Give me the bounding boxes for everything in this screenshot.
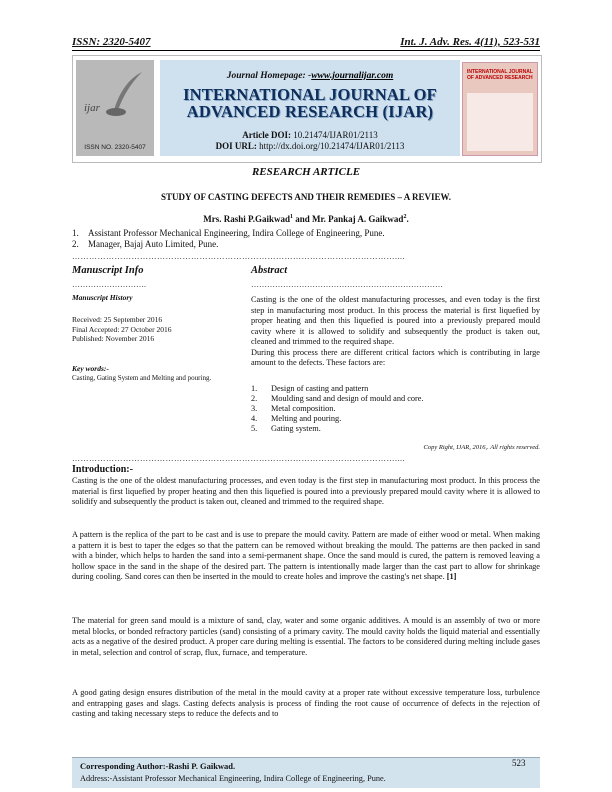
abstract-text: Casting is the one of the oldest manufacturing processes, and even today is the first step in manufacturing most product. In this process the material is first liquefied by proper heating and then this liquefied is poured into a previously prepared mould cavity where it is allowed to solidify and subsequently the product is taken out, cleaned and trimmed to the required shape. During this process there are different critical factors which is contributing in large amount to the defects. These factors are:: [251, 295, 540, 367]
doi-text: 10.21474/IJAR01/2113: [293, 130, 378, 140]
intro-paragraph-4: A good gating design ensures distribution of the metal in the mould cavity at a proper rate without excessive temperature loss, turbulence and entrapping gases and slags. Casting defects analysis is process of finding the root cause of occurrence of defects in the rejection of casting and taking necessary steps to reduce the defects and to: [72, 688, 540, 719]
intro-paragraph-1: Casting is the one of the oldest manufacturing processes, and even today is the first step in manufacturing most product. In this process the material is first liquefied by proper heating and then this liquefied is poured into a previously prepared mould cavity where it is allowed to solidify and subsequently the product is taken out, cleaned and trimmed to the required shape.: [72, 476, 540, 507]
manuscript-history-label: Manuscript History: [72, 293, 133, 302]
manuscript-dates: Received: 25 September 2016 Final Accepted: 27 October 2016 Published: November 2016: [72, 315, 172, 343]
introduction-heading: Introduction:-: [72, 464, 133, 475]
copyright-text: Copy Right, IJAR, 2016,. All rights reserved.: [423, 444, 540, 451]
list-item: 4. Melting and pouring.: [251, 414, 342, 423]
homepage-link[interactable]: www.journalijar.com: [311, 71, 394, 81]
journal-cover-thumbnail: [462, 62, 538, 156]
keywords-label: Key words:-: [72, 364, 109, 373]
corresponding-author: Corresponding Author:-Rashi P. Gaikwad.: [80, 761, 236, 771]
authors: Mrs. Rashi P.Gaikwad$^1$ and Mr. Pankaj A. Gaikwad$^2$.: [203, 214, 409, 224]
cover-title: INTERNATIONAL JOURNAL OF ADVANCED RESEARCH: [467, 69, 533, 81]
affiliation-2: 2. Manager, Bajaj Auto Limited, Pune.: [72, 239, 219, 249]
affiliation-1: 1. Assistant Professor Mechanical Engineering, Indira College of Engineering, Pune.: [72, 228, 385, 238]
author-address: Address:-Assistant Professor Mechanical Engineering, Indira College of Engineering, Pune.: [80, 774, 386, 783]
paper-title: STUDY OF CASTING DEFECTS AND THEIR REMEDIES – A REVIEW.: [161, 192, 451, 202]
corresponding-author-box: [72, 757, 540, 788]
intro-paragraph-2: A pattern is the replica of the part to be cast and is use to prepare the mould cavity. Pattern are made of either wood or metal. When making a pattern it is best to taper the edges so that the pattern can be removed without breaking the mould. The patterns are then packed in sand with a binder, which helps to harden the sand into a semi-permanent shape. Once the sand mould is cured, the pattern is removed leaving a hollow space in the sand in the shape of the desired part. The pattern is intentionally made larger than the cast part to allow for shrinkage during cooling. Sand cores can then be inserted in the mould to create holes and improve the casting's net shape. [1]: [72, 530, 540, 582]
logo-issn: ISSN NO. 2320-5407: [84, 144, 146, 151]
doi-url-link[interactable]: http://dx.doi.org/10.21474/IJAR01/2113: [259, 141, 405, 151]
logo-text: ijar: [84, 102, 100, 114]
abstract-heading: Abstract: [251, 265, 288, 276]
manuscript-dots: ……………………….: [72, 280, 146, 289]
abstract-list: [251, 384, 540, 434]
doi-block: Article DOI: 10.21474/IJAR01/2113 DOI URL: http://dx.doi.org/10.21474/IJAR01/2113: [215, 130, 405, 151]
list-item: 5. Gating system.: [251, 424, 321, 433]
journal-logo: [76, 60, 154, 156]
journal-homepage: Journal Homepage: -www.journalijar.com: [226, 71, 394, 81]
abstract-dots: ………………………………………………………………: [251, 280, 443, 289]
issn-text: ISSN: 2320-5407: [72, 36, 151, 48]
dotted-separator: ……………………………………………………………………………………………………....: [72, 252, 405, 261]
journal-title: INTERNATIONAL JOURNAL OF ADVANCED RESEARCH (IJAR): [183, 85, 437, 121]
quill-icon: [102, 70, 148, 118]
list-item: 1. Design of casting and pattern: [251, 384, 369, 393]
article-type: RESEARCH ARTICLE: [251, 166, 361, 178]
intro-paragraph-3: The material for green sand mould is a mixture of sand, clay, water and some organic additives. A mould is an assembly of two or more metal blocks, or bonded refractory particles (sand) consisting of a primary cavity. The mould cavity holds the liquid material and essentially acts as a negative of the desired product. A proper care during melting is essential. The factors to be considered during melting include gases in metal, selection and control of scrap, flux, furnace, and temperature.: [72, 616, 540, 657]
dotted-separator: ……………………………………………………………………………………………………....: [72, 454, 405, 463]
citation-ref: [1]: [446, 572, 457, 582]
manuscript-info-heading: Manuscript Info: [72, 265, 144, 276]
keywords-text: Casting, Gating System and Melting and pouring.: [72, 374, 212, 382]
citation-text: Int. J. Adv. Res. 4(11), 523-531: [400, 36, 540, 48]
cover-image: [467, 93, 533, 151]
list-item: 2. Moulding sand and design of mould and core.: [251, 394, 424, 403]
list-item: 3. Metal composition.: [251, 404, 336, 413]
running-header: [72, 36, 540, 51]
page-number: 523: [512, 758, 526, 768]
